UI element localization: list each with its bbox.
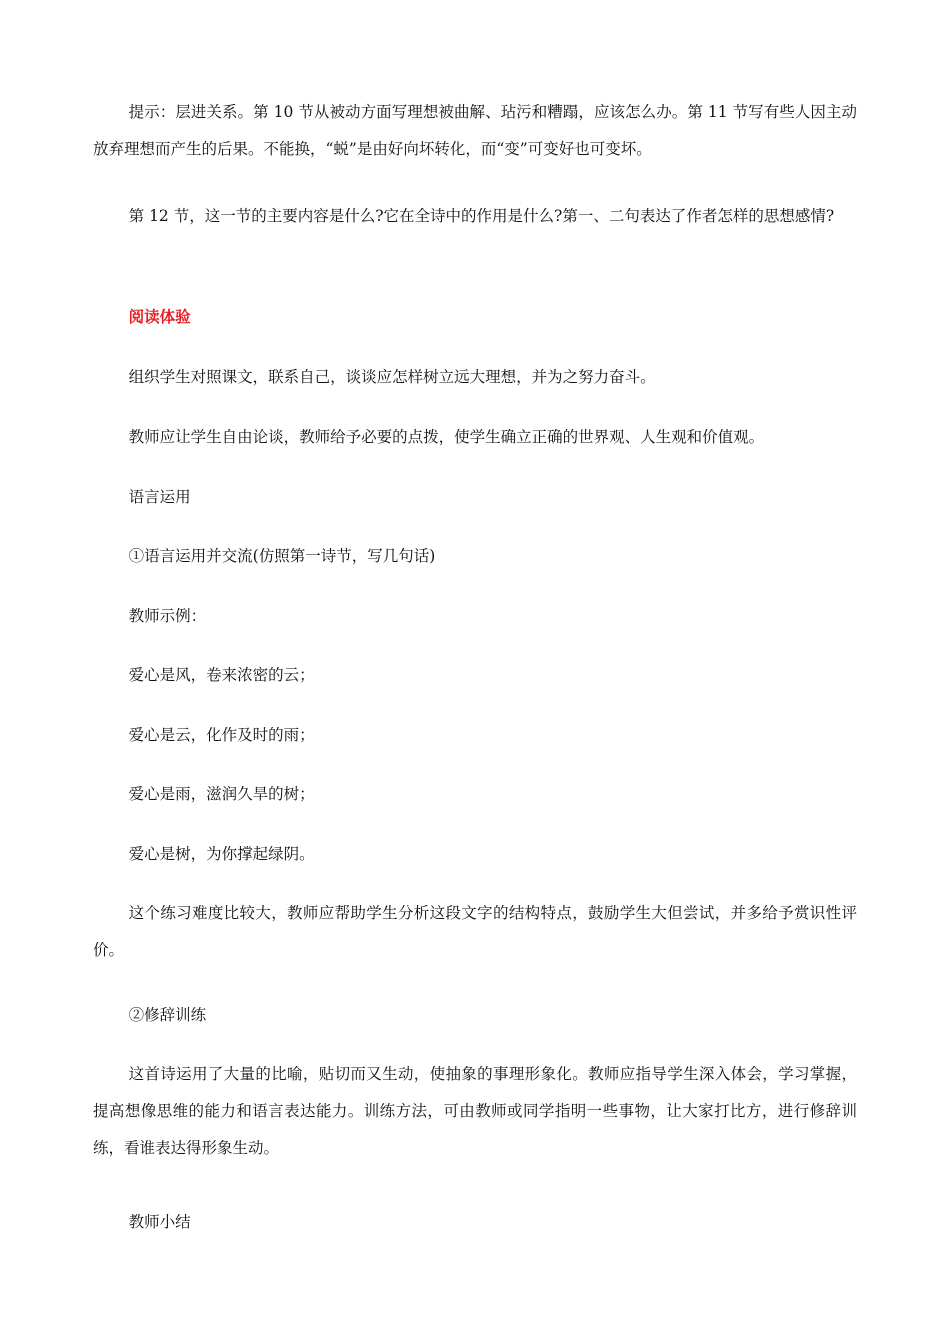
- teacher-guide-paragraph: 教师应让学生自由论谈，教师给予必要的点拨，使学生确立正确的世界观、人生观和价值观。: [128, 428, 765, 446]
- language-use-heading: 语言运用: [128, 488, 191, 506]
- love-line-1: 爱心是风，卷来浓密的云；: [128, 666, 315, 684]
- organize-paragraph: 组织学生对照课文，联系自己，谈谈应怎样树立远大理想，并为之努力奋斗。: [128, 368, 656, 386]
- reading-experience-heading: 阅读体验: [128, 308, 191, 326]
- rhetoric-body-paragraph: 这首诗运用了大量的比喻，贴切而又生动，使抽象的事理形象化。教师应指导学生深入体会，学习掌握，提高想像思维的能力和语言表达能力。训练方法，可由教师或同学指明一些事物，让大家打比方，进行修辞训练，看谁表达得形象生动。: [93, 1065, 857, 1157]
- practice-note-paragraph: 这个练习难度比较大，教师应帮助学生分析这段文字的结构特点，鼓励学生大但尝试，并多给予赏识性评价。: [93, 904, 857, 959]
- teacher-summary-heading: 教师小结: [128, 1213, 191, 1231]
- love-line-4: 爱心是树，为你撑起绿阴。: [128, 845, 315, 863]
- love-line-3: 爱心是雨，滋润久旱的树；: [128, 785, 315, 803]
- love-line-2: 爱心是云，化作及时的雨；: [128, 726, 315, 744]
- language-exercise-1: ①语言运用并交流(仿照第一诗节，写几句话): [128, 547, 436, 565]
- question-paragraph: 第 12 节，这一节的主要内容是什么?它在全诗中的作用是什么?第一、二句表达了作者怎样的思想感情?: [128, 207, 835, 225]
- teacher-example-label: 教师示例：: [128, 607, 207, 625]
- rhetoric-training-heading: ②修辞训练: [128, 1006, 207, 1024]
- hint-paragraph: 提示：层进关系。第 10 节从被动方面写理想被曲解、玷污和糟蹋，应该怎么办。第 11 节写有些人因主动放弃理想而产生的后果。不能换，“蜕”是由好向坏转化，而“变”可变好也可变坏。: [93, 103, 857, 158]
